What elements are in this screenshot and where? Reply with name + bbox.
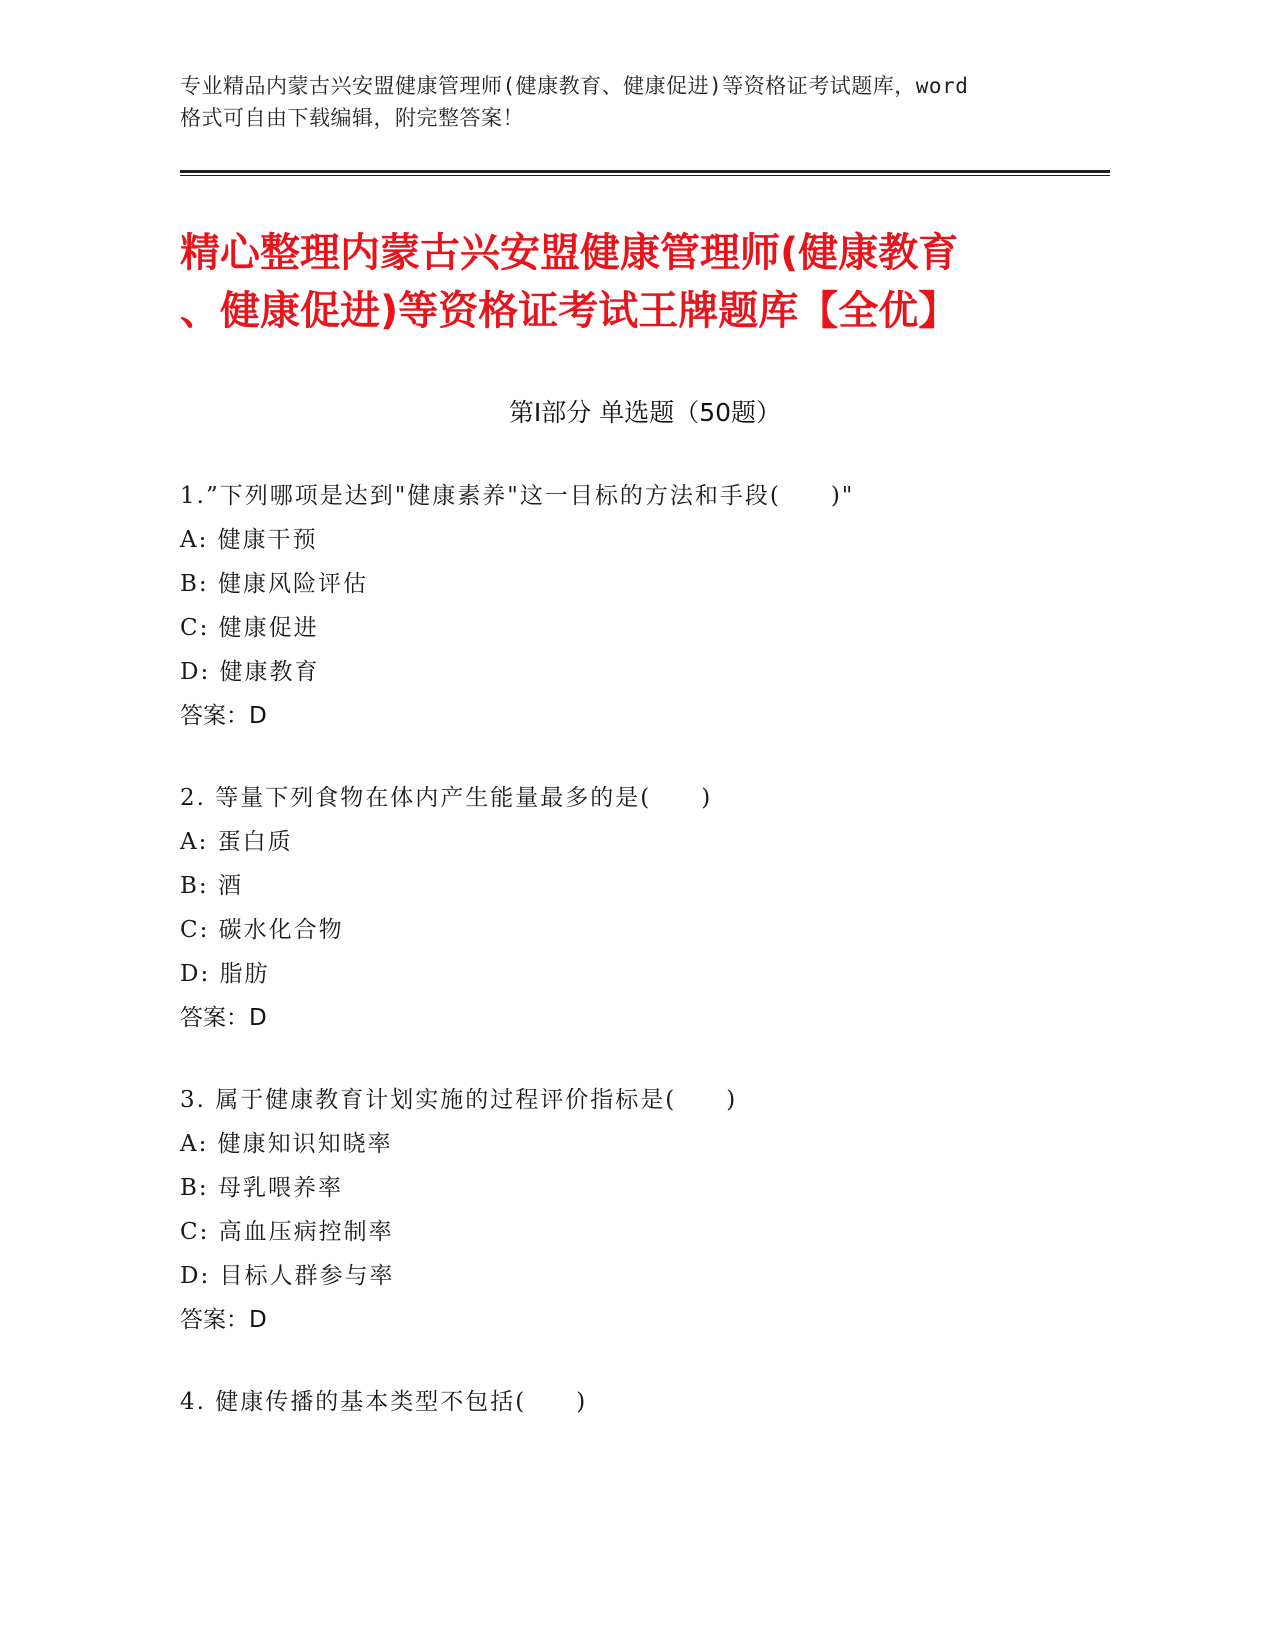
- option-a: A: 健康干预: [180, 527, 318, 553]
- option-b: B: 健康风险评估: [180, 571, 368, 597]
- option-d: D: 健康教育: [180, 659, 320, 685]
- document-title: [180, 224, 1110, 340]
- option-c: C: 碳水化合物: [180, 917, 344, 943]
- option-d: D: 目标人群参与率: [180, 1263, 395, 1289]
- option-a: A: 蛋白质: [180, 829, 293, 855]
- option-d: D: 脂肪: [180, 961, 270, 987]
- question-stem: 1.”下列哪项是达到"健康素养"这一目标的方法和手段( )": [180, 483, 855, 509]
- question-stem: 4. 健康传播的基本类型不包括( ): [180, 1389, 588, 1415]
- question-list: [180, 474, 1110, 1424]
- header-note: [180, 70, 1110, 134]
- question-stem: 2. 等量下列食物在体内产生能量最多的是( ): [180, 785, 713, 811]
- question-2: [180, 776, 1110, 1040]
- option-b: B: 母乳喂养率: [180, 1175, 343, 1201]
- header-rule-thick: [180, 170, 1110, 173]
- question-3: [180, 1078, 1110, 1342]
- document-page: [180, 70, 1110, 1462]
- answer: 答案：D: [180, 703, 267, 729]
- header-note-line-1: 专业精品内蒙古兴安盟健康管理师(健康教育、健康促进)等资格证考试题库，word: [180, 74, 969, 98]
- answer: 答案：D: [180, 1307, 267, 1333]
- question-stem: 3. 属于健康教育计划实施的过程评价指标是( ): [180, 1087, 738, 1113]
- document-title-line-2: 、健康促进)等资格证考试王牌题库【全优】: [180, 288, 959, 334]
- option-a: A: 健康知识知晓率: [180, 1131, 393, 1157]
- option-b: B: 酒: [180, 873, 243, 899]
- option-c: C: 健康促进: [180, 615, 319, 641]
- question-1: [180, 474, 1110, 738]
- header-note-line-2: 格式可自由下载编辑，附完整答案！: [180, 106, 524, 130]
- section-heading: 第Ⅰ部分 单选题（50题）: [508, 398, 782, 427]
- option-c: C: 高血压病控制率: [180, 1219, 394, 1245]
- document-title-line-1: 精心整理内蒙古兴安盟健康管理师(健康教育: [180, 230, 959, 276]
- answer: 答案：D: [180, 1005, 267, 1031]
- header-rule-thin: [180, 175, 1110, 176]
- question-4: [180, 1380, 1110, 1424]
